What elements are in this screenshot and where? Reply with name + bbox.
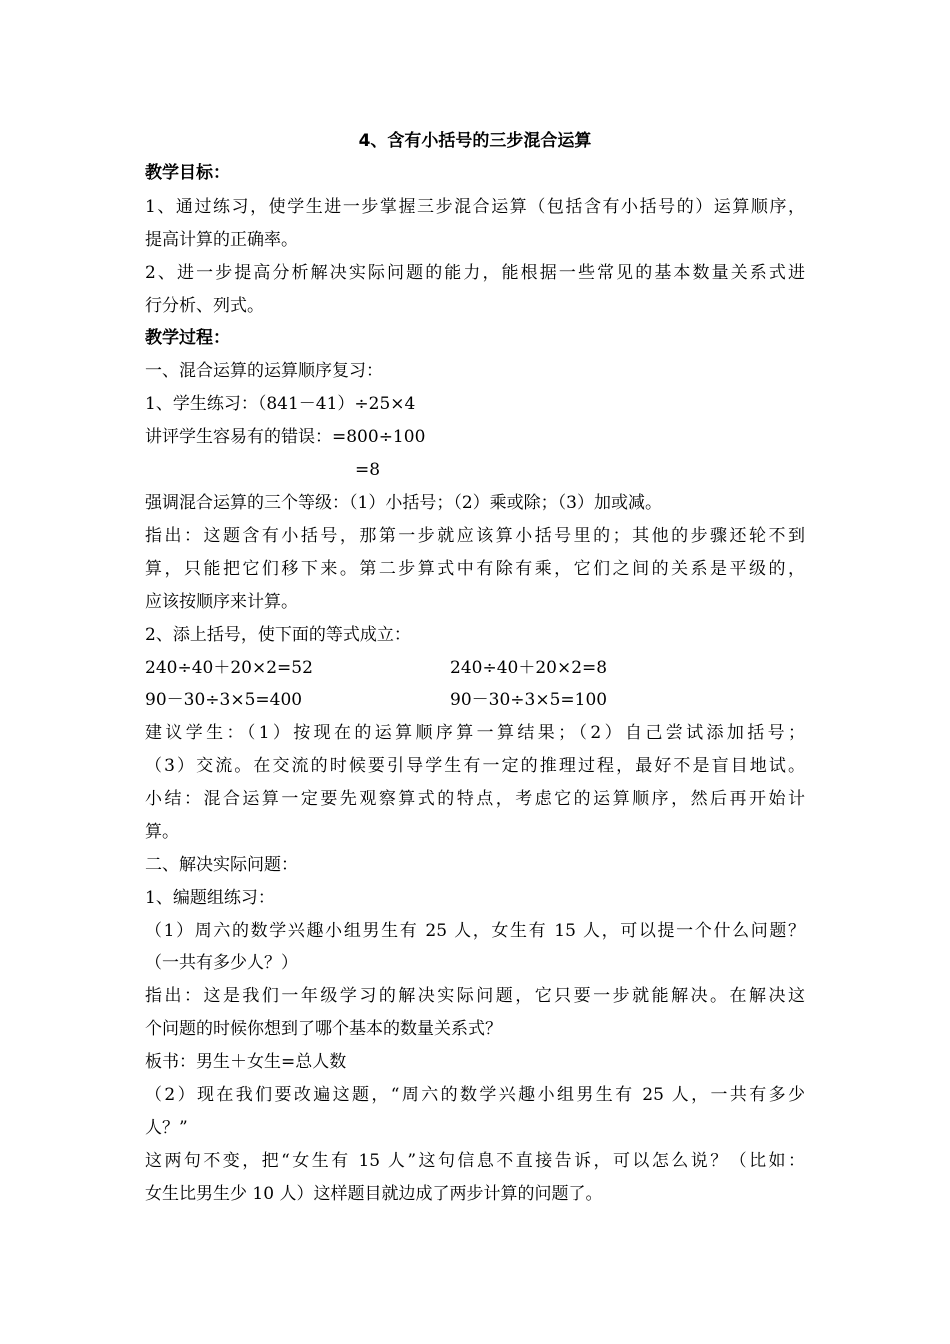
question-2-line-2: 人？”: [145, 1118, 188, 1138]
suggestion-line-2: （3）交流。在交流的时候要引导学生有一定的推理过程，最好不是盲目地试。: [145, 756, 805, 776]
question-2-line-1: （2）现在我们要改遍这题，“周六的数学兴趣小组男生有 25 人，一共有多少: [145, 1085, 805, 1105]
suggestion-line-1: 建议学生：（1）按现在的运算顺序算一算结果；（2）自己尝试添加括号；: [145, 723, 805, 743]
goal-2-line-1: 2、进一步提高分析解决实际问题的能力，能根据一些常见的基本数量关系式进: [145, 263, 805, 283]
board-writing: 板书：男生＋女生=总人数: [145, 1052, 347, 1072]
point-1-line-3: 应该按顺序来计算。: [145, 592, 298, 612]
point-2-line-2: 个问题的时候你想到了哪个基本的数量关系式？: [145, 1019, 502, 1039]
heading-teaching-process: 教学过程：: [145, 328, 230, 348]
exercise-2: 2、添上括号，使下面的等式成立：: [145, 625, 411, 645]
mistake-line-2: =8: [355, 460, 381, 480]
emphasis-line: 强调混合运算的三个等级：（1）小括号；（2）乘或除；（3）加或减。: [145, 493, 662, 513]
summary-line-1: 小结：混合运算一定要先观察算式的特点，考虑它的运算顺序，然后再开始计: [145, 789, 805, 809]
part-2-heading: 二、解决实际问题：: [145, 855, 298, 875]
equation-1-right: 240÷40＋20×2=8: [450, 658, 608, 678]
goal-1-line-2: 提高计算的正确率。: [145, 230, 298, 250]
equation-2-right: 90－30÷3×5=100: [450, 690, 608, 710]
equation-2-left: 90－30÷3×5=400: [145, 690, 303, 710]
exercise-1: 1、学生练习：（841－41）÷25×4: [145, 394, 416, 414]
final-line-2: 女生比男生少 10 人）这样题目就边成了两步计算的问题了。: [145, 1184, 603, 1204]
document-title: 4、含有小括号的三步混合运算: [358, 131, 592, 151]
point-2-line-1: 指出：这是我们一年级学习的解决实际问题，它只要一步就能解决。在解决这: [145, 986, 805, 1006]
point-1-line-1: 指出：这题含有小括号，那第一步就应该算小括号里的；其他的步骤还轮不到: [145, 526, 805, 546]
point-1-line-2: 算，只能把它们移下来。第二步算式中有除有乘，它们之间的关系是平级的，: [145, 559, 805, 579]
goal-2-line-2: 行分析、列式。: [145, 296, 264, 316]
heading-teaching-goals: 教学目标：: [145, 163, 230, 183]
final-line-1: 这两句不变，把“女生有 15 人”这句信息不直接告诉，可以怎么说？（比如：: [145, 1151, 805, 1171]
mistake-line-1: 讲评学生容易有的错误：=800÷100: [145, 427, 426, 447]
part-1-heading: 一、混合运算的运算顺序复习：: [145, 361, 383, 381]
equation-1-left: 240÷40＋20×2=52: [145, 658, 313, 678]
summary-line-2: 算。: [145, 822, 179, 842]
question-1-line-2: （一共有多少人？）: [145, 953, 298, 973]
question-1-line-1: （1）周六的数学兴趣小组男生有 25 人，女生有 15 人，可以提一个什么问题？: [145, 921, 805, 941]
exercise-3: 1、编题组练习：: [145, 888, 275, 908]
goal-1-line-1: 1、通过练习，使学生进一步掌握三步混合运算（包括含有小括号的）运算顺序，: [145, 197, 805, 217]
